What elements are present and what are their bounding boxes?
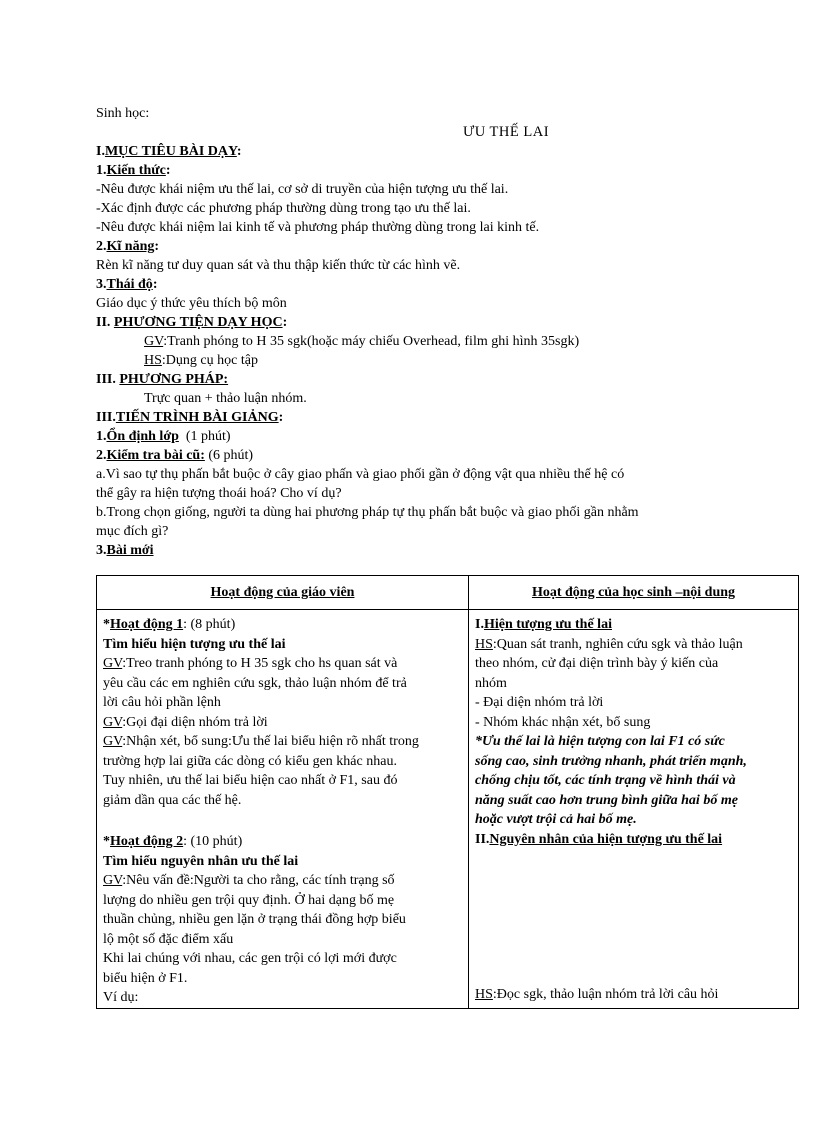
activity-2-label: *Hoạt động 2: (10 phút) [103, 834, 243, 849]
cell-line: lộ một số đặc điểm xấu [103, 931, 234, 947]
attitude-heading: 3.Thái độ: [96, 277, 158, 292]
definition-line: *Ưu thế lai là hiện tượng con lai F1 có sức [475, 734, 725, 749]
skill-text: Rèn kĩ năng tư duy quan sát và thu thập kiến thức từ các hình vẽ. [96, 258, 461, 273]
lesson-document [96, 104, 796, 560]
cell-line: GV:Treo tranh phóng to H 35 sgk cho hs quan sát và [103, 656, 398, 671]
activity-table [96, 575, 799, 1009]
cell-line: GV:Gọi đại diện nhóm trả lời [103, 714, 268, 730]
step-2: 2.Kiểm tra bài cũ: (6 phút) [96, 448, 254, 463]
cell-line: yêu cầu các em nghiên cứu sgk, thảo luận nhóm để trả [103, 675, 407, 691]
student-cell [469, 610, 799, 1009]
header-teacher: Hoạt động của giáo viên [97, 576, 469, 610]
teacher-cell [97, 610, 469, 1009]
cell-line: Khi lai chúng với nhau, các gen trội có lợi mới được [103, 951, 397, 966]
cell-line: - Nhóm khác nhận xét, bổ sung [475, 714, 651, 730]
knowledge-item: -Xác định được các phương pháp thường dùng trong tạo ưu thế lai. [96, 201, 471, 216]
definition-line: chống chịu tốt, các tính trạng về hình thái và [475, 773, 736, 788]
activity-1-title: Tìm hiểu hiện tượng ưu thế lai [103, 636, 286, 652]
method-text: Trực quan + thảo luận nhóm. [144, 391, 307, 406]
page-title: ƯU THẾ LAI [462, 124, 550, 140]
definition-line: hoặc vượt trội cả hai bố mẹ. [475, 812, 637, 827]
knowledge-item: -Nêu được khái niệm lai kinh tế và phương pháp thường dùng trong lai kinh tế. [96, 220, 540, 235]
definition-line: năng suất cao hơn trung bình giữa hai bố mẹ [475, 792, 738, 808]
materials-hs: HS:Dụng cụ học tập [144, 353, 258, 368]
cell-line: - Đại diện nhóm trả lời [475, 695, 604, 710]
question-a-line2: thể gây ra hiện tượng thoái hoá? Cho ví dụ? [96, 486, 342, 501]
attitude-text: Giáo dục ý thức yêu thích bộ môn [96, 296, 287, 311]
objectives-heading: I.MỤC TIÊU BÀI DẠY: [96, 144, 242, 159]
question-a-line1: a.Vì sao tự thụ phấn bắt buộc ở cây giao phấn và giao phối gần ở động vật qua nhiều thế hệ có [96, 467, 625, 482]
cell-line: theo nhóm, cử đại diện trình bày ý kiến của [475, 656, 719, 671]
cell-line: lượng do nhiều gen trội quy định. Ở hai dạng bố mẹ [103, 892, 395, 908]
knowledge-item: -Nêu được khái niệm ưu thế lai, cơ sở di truyền của hiện tượng ưu thế lai. [96, 182, 509, 197]
knowledge-heading: 1.Kiến thức: [96, 163, 171, 178]
header-student: Hoạt động của học sinh –nội dung [469, 576, 799, 610]
table-header-row [97, 576, 799, 610]
subject-label: Sinh học: [96, 106, 150, 121]
cell-line: Tuy nhiên, ưu thế lai biểu hiện cao nhất ở F1, sau đó [103, 773, 398, 788]
question-b-line1: b.Trong chọn giống, người ta dùng hai phương pháp tự thụ phấn bắt buộc và giao phối gần nhằm [96, 505, 639, 520]
section-2-title: II.Nguyên nhân của hiện tượng ưu thế lai [475, 831, 723, 847]
cell-line: HS:Quan sát tranh, nghiên cứu sgk và thảo luận [475, 636, 743, 652]
cell-line: trường hợp lai giữa các dòng có kiểu gen khác nhau. [103, 753, 397, 769]
question-b-line2: mục đích gì? [96, 524, 169, 539]
materials-gv: GV:Tranh phóng to H 35 sgk(hoặc máy chiếu Overhead, film ghi hình 35sgk) [144, 334, 580, 349]
step-3: 3.Bài mới [96, 543, 154, 558]
cell-line: GV:Nêu vấn đề:Người ta cho rằng, các tính trạng số [103, 873, 395, 888]
step-1: 1.Ổn định lớp (1 phút) [96, 429, 231, 444]
cell-line: Ví dụ: [103, 990, 139, 1005]
cell-line: giảm dần qua các thế hệ. [103, 792, 242, 808]
cell-line: HS:Đọc sgk, thảo luận nhóm trả lời câu hỏi [475, 987, 719, 1002]
activity-2-title: Tìm hiểu nguyên nhân ưu thế lai [103, 853, 299, 869]
process-heading: III.TIẾN TRÌNH BÀI GIẢNG: [96, 410, 284, 425]
materials-heading: II. PHƯƠNG TIỆN DẠY HỌC: [96, 315, 288, 330]
skill-heading: 2.Kĩ năng: [96, 239, 160, 254]
cell-line: biểu hiện ở F1. [103, 970, 188, 986]
section-1-title: I.Hiện tượng ưu thế lai [475, 617, 612, 632]
cell-line: lời câu hỏi phần lệnh [103, 695, 221, 710]
definition-line: sống cao, sinh trưởng nhanh, phát triển mạnh, [475, 753, 747, 769]
activity-1-label: *Hoạt động 1: (8 phút) [103, 617, 236, 632]
table-row [97, 610, 799, 1009]
cell-line: GV:Nhận xét, bổ sung:Ưu thế lai biểu hiện rõ nhất trong [103, 734, 419, 749]
method-heading: III. PHƯƠNG PHÁP: [96, 372, 229, 387]
cell-line: nhóm [475, 675, 507, 691]
cell-line: thuần chủng, nhiều gen lặn ở trạng thái đồng hợp biểu [103, 912, 406, 927]
